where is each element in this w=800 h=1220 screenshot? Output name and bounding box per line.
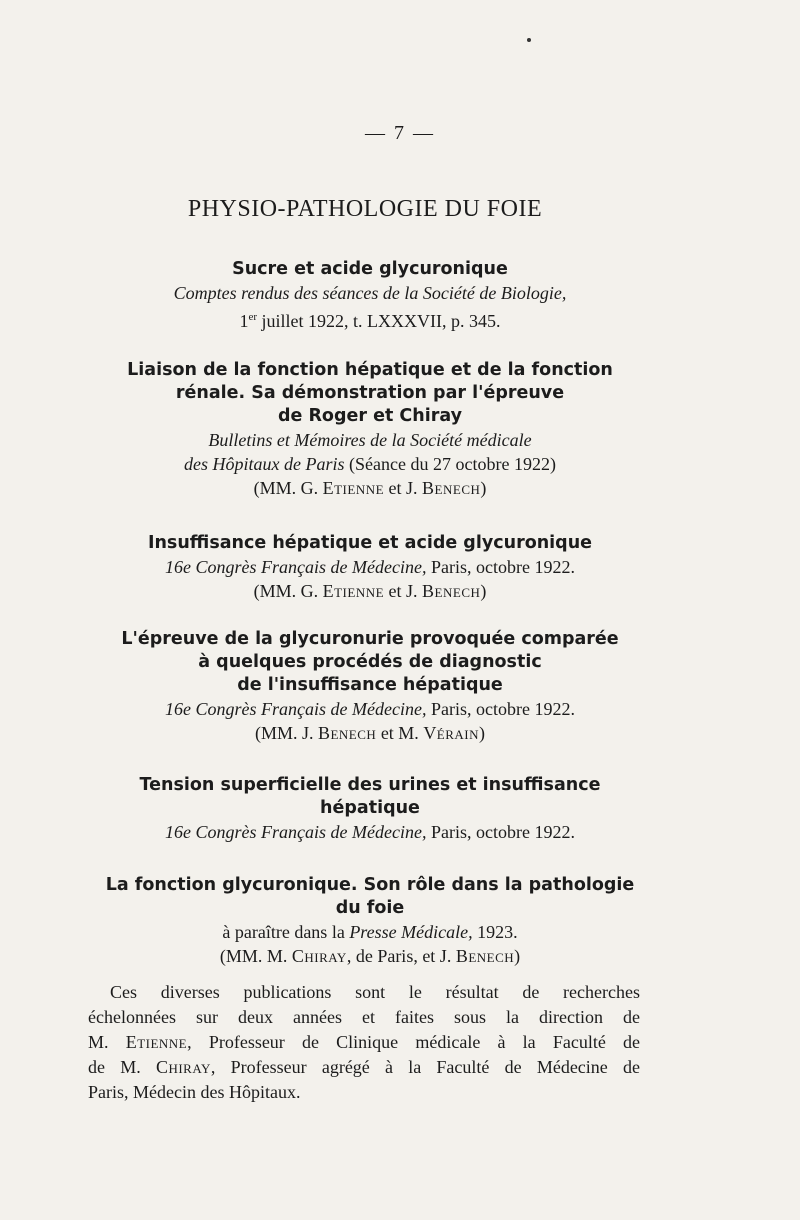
author-name: Chiray [291,946,347,966]
publication-entry [60,532,680,603]
authors-text: ) [514,946,521,966]
author-name: Benech [317,723,377,743]
entry-date: 1923. [472,922,518,942]
paragraph-line: échelonnées sur deux années et faites sous la direction de [88,1007,640,1027]
entry-details [60,555,680,579]
authors-text: et M. [376,723,424,743]
author-name: Vérain [423,723,480,743]
entry-authors [60,944,680,968]
paragraph-line: Ces diverses publications sont le résultat de recherches [110,982,640,1002]
entry-date-volume: juillet 1922, t. LXXXVII, p. 345. [257,311,501,331]
entry-source: 16e Congrès Français de Médecine, [165,699,427,719]
paragraph-text: , Professeur agrégé à la Faculté de Médecine de [210,1057,640,1077]
publication-entry [60,628,680,745]
entry-heading: du foie [335,898,405,918]
entry-details [60,820,680,844]
entry-source: des Hôpitaux de Paris [184,454,345,474]
entry-authors [60,579,680,603]
entry-date: (Séance du 27 octobre 1922) [344,454,556,474]
publication-entry [60,774,680,844]
entry-source: 16e Congrès Français de Médecine, [165,822,427,842]
author-name: Etienne [322,581,385,601]
entry-heading: hépatique [320,798,420,818]
authors-text: et J. [384,478,423,498]
page-number: — 7 — [365,122,435,144]
person-name: Etienne [125,1032,188,1052]
entry-heading: Sucre et acide glycuronique [232,259,508,279]
author-name: Benech [422,478,481,498]
paragraph-text: , Professeur de Clinique médicale à la Faculté de [187,1032,640,1052]
authors-text: (MM. G. [253,478,323,498]
publication-entry [60,359,680,500]
entry-heading: Liaison de la fonction hépatique et de la fonction [127,360,613,380]
section-title: PHYSIO-PATHOLOGIE DU FOIE [187,196,543,222]
authors-text: (MM. G. [253,581,323,601]
publication-entry [60,258,680,333]
publication-entry [60,874,680,968]
paragraph-line [88,1055,640,1080]
entry-source: Presse Médicale, [349,922,473,942]
authors-text: et J. [384,581,423,601]
ink-speck [527,38,531,42]
entry-note: à paraître dans la [222,922,350,942]
authors-text: (MM. J. [254,723,318,743]
entry-date: Paris, octobre 1922. [426,699,575,719]
entry-heading: Insuffisance hépatique et acide glycuronique [147,533,593,553]
entry-details [60,452,680,476]
paragraph-text: M. [88,1032,126,1052]
entry-authors [60,721,680,745]
entry-heading: Tension superficielle des urines et insuffisance [139,775,601,795]
entry-heading: L'épreuve de la glycuronurie provoquée comparée [121,629,619,649]
entry-authors [60,476,680,500]
entry-details: 1er juillet 1922, t. LXXXVII, p. 345. [239,311,501,331]
entry-details [60,920,680,944]
entry-source: 16e Congrès Français de Médecine, [165,557,427,577]
entry-date: Paris, octobre 1922. [426,557,575,577]
person-name: Chiray [155,1057,211,1077]
paragraph-text: de M. [88,1057,156,1077]
entry-heading: de Roger et Chiray [277,406,463,426]
authors-text: , de Paris, et J. [346,946,456,966]
ordinal-superscript: er [248,311,258,323]
entry-source: Comptes rendus des séances de la Société de Biologie, [173,283,567,303]
paragraph-line [88,1030,640,1055]
entry-heading: rénale. Sa démonstration par l'épreuve [175,383,565,403]
author-name: Benech [455,946,515,966]
authors-text: (MM. M. [219,946,292,966]
author-name: Benech [422,581,481,601]
paragraph-line: Paris, Médecin des Hôpitaux. [88,1082,301,1102]
closing-paragraph [88,980,640,1105]
authors-text: ) [480,478,487,498]
entry-heading: La fonction glycuronique. Son rôle dans la pathologie [105,875,635,895]
entry-heading: de l'insuffisance hépatique [237,675,503,695]
entry-details [60,697,680,721]
author-name: Etienne [322,478,385,498]
authors-text: ) [480,581,487,601]
entry-date: Paris, octobre 1922. [426,822,575,842]
entry-source: Bulletins et Mémoires de la Société médicale [208,430,532,450]
authors-text: ) [479,723,486,743]
entry-heading: à quelques procédés de diagnostic [198,652,542,672]
